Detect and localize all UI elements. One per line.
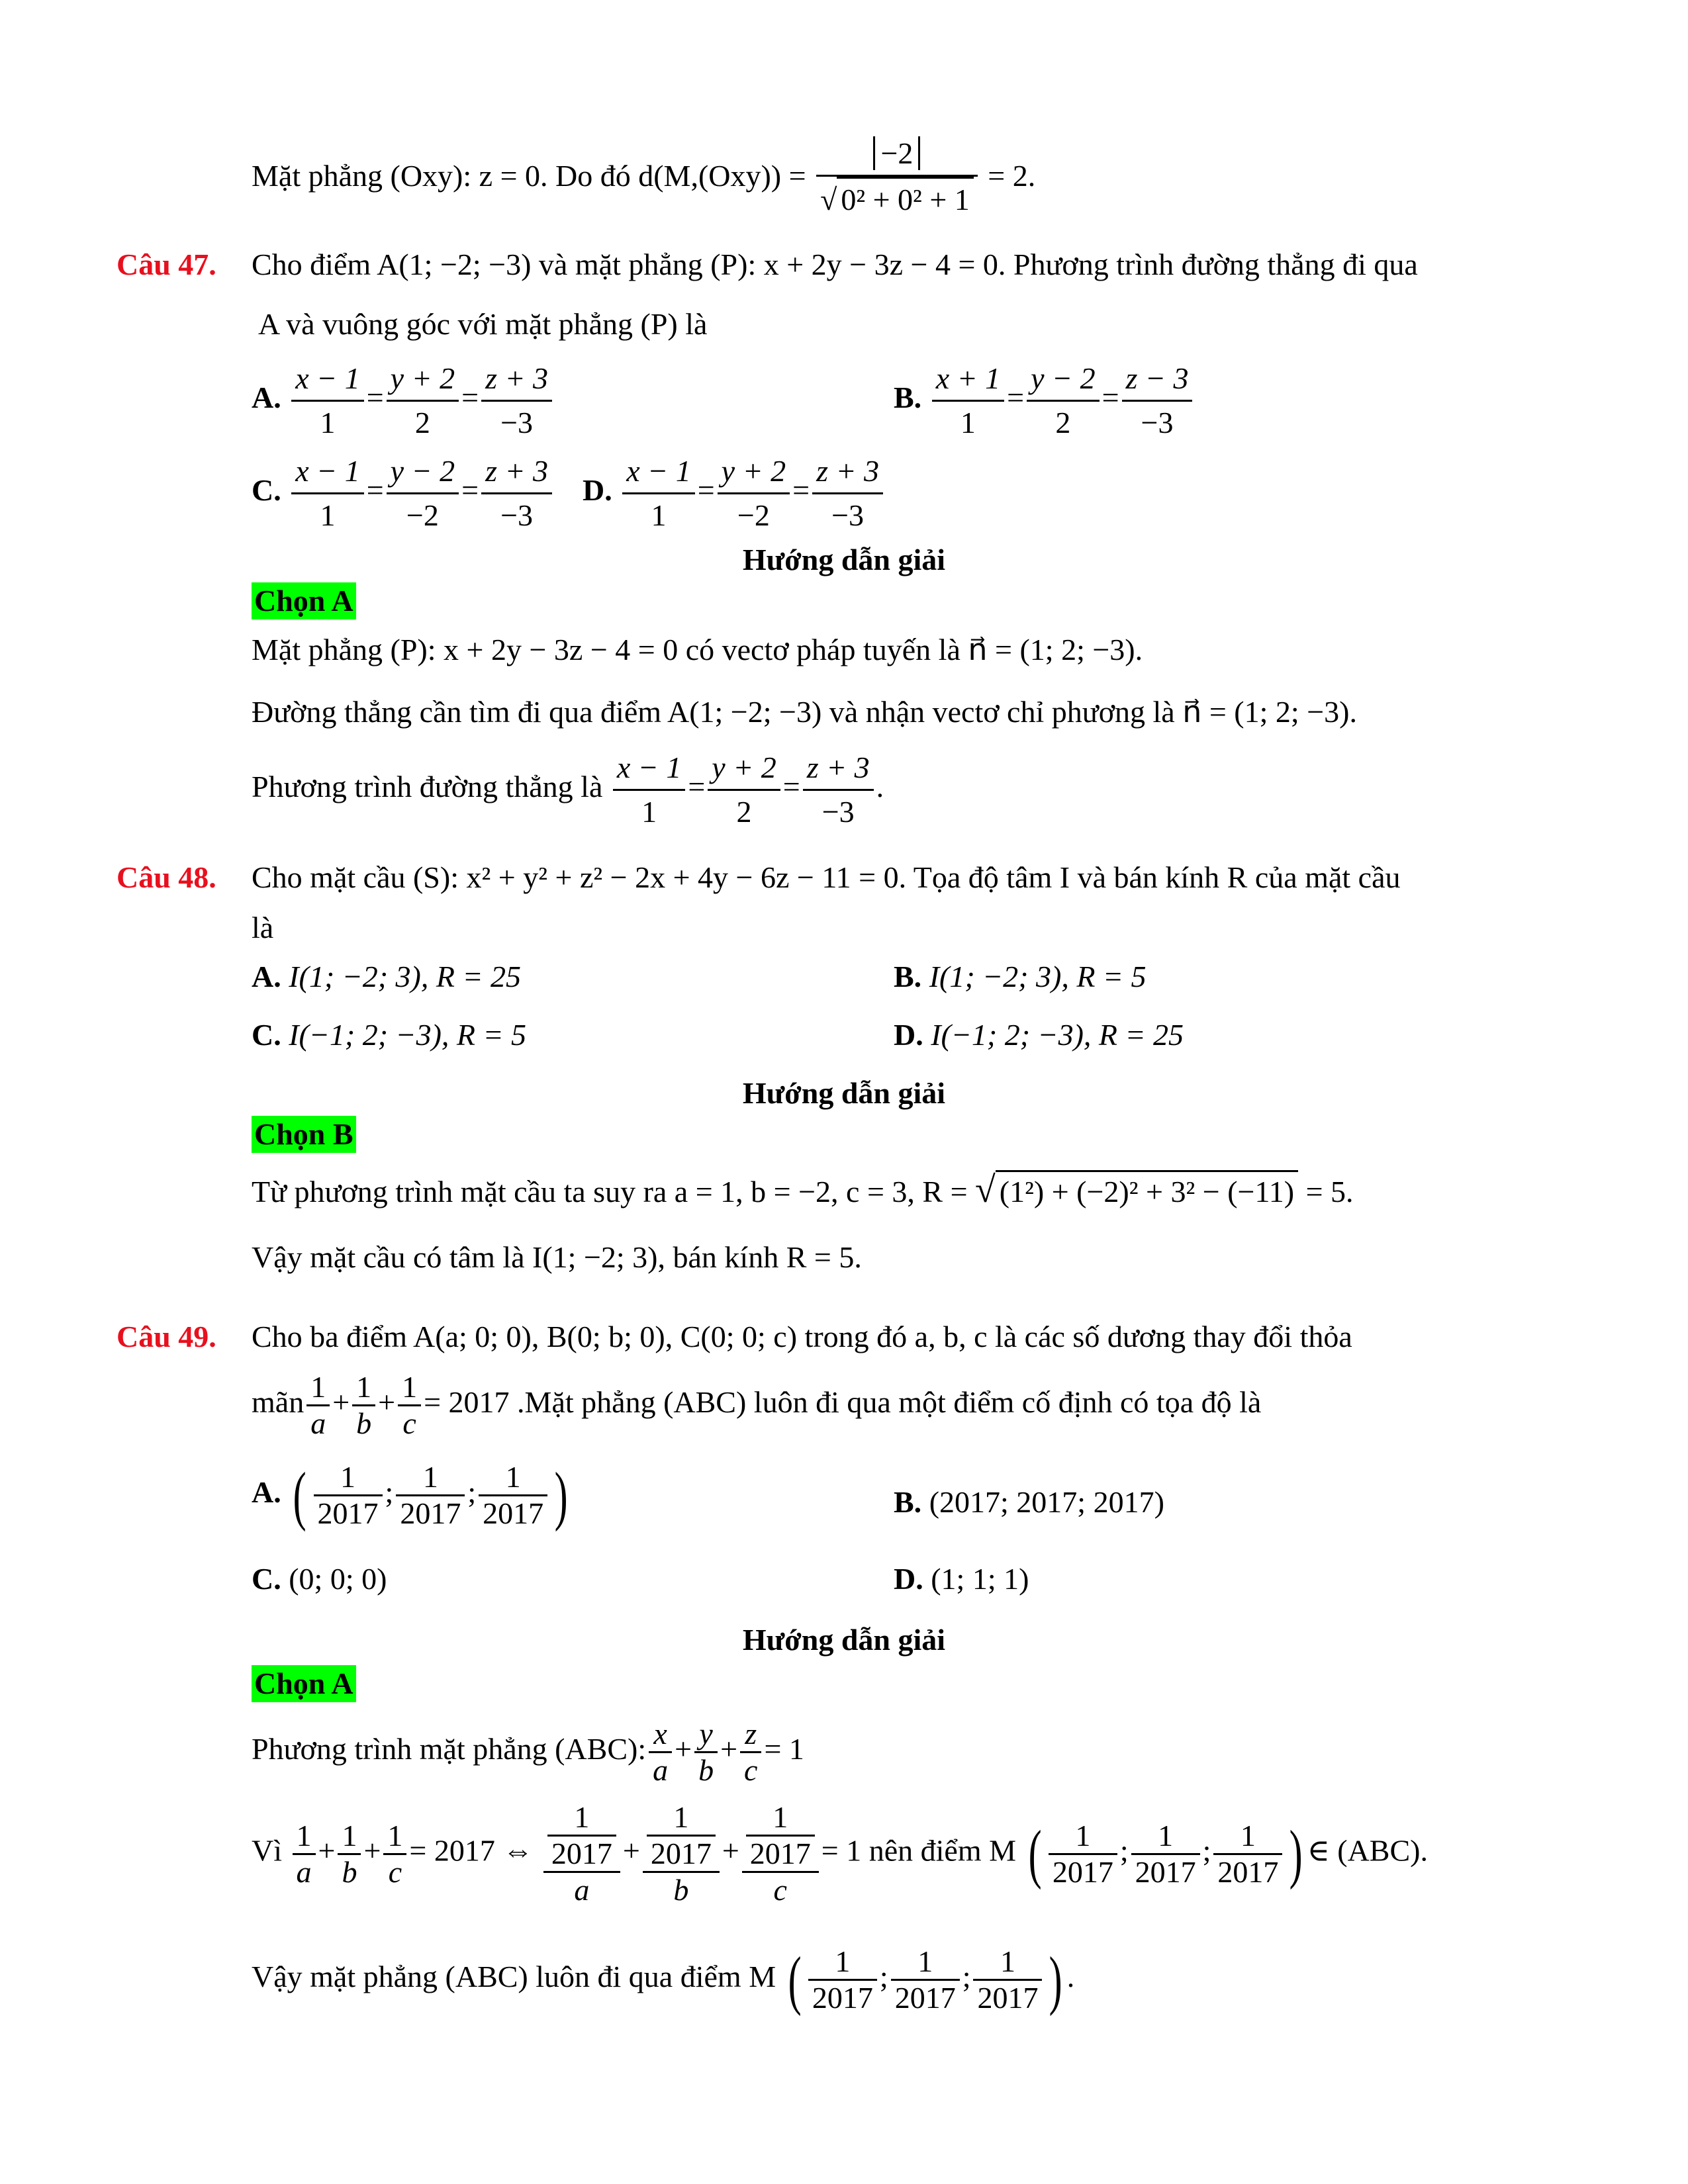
compound-fraction [643, 1800, 720, 1907]
option-label: C. [252, 1018, 281, 1052]
solution-text: Phương trình mặt phẳng (ABC): [252, 1732, 647, 1766]
denominator: c [388, 1854, 402, 1889]
denominator: a [296, 1854, 312, 1889]
denominator: −3 [500, 406, 534, 439]
compound-fraction [742, 1800, 819, 1907]
numerator: y + 2 [718, 450, 790, 494]
solution-text: Vậy mặt phẳng (ABC) luôn đi qua điểm M [252, 1960, 776, 1994]
numerator: 1 [891, 1944, 960, 1981]
option-text: I(−1; 2; −3), R = 25 [931, 1018, 1184, 1052]
numerator: 1 [398, 1370, 421, 1406]
intro-text: Mặt phẳng (Oxy): z = 0. Do đó d(M,(Oxy)) = [252, 159, 806, 193]
q47-solution-2: Đường thẳng cần tìm đi qua điểm A(1; −2; −3) và nhận vectơ chỉ phương là n⃗ = (1; 2; −3). [252, 695, 1357, 729]
denominator: a [574, 1873, 590, 1907]
fraction [1213, 1819, 1282, 1889]
fraction [1027, 357, 1099, 444]
fraction [973, 1944, 1042, 2015]
question-number-49: Câu 49. [117, 1320, 216, 1353]
q48-solution-2: Vậy mặt cầu có tâm là I(1; −2; 3), bán kính R = 5. [252, 1240, 862, 1274]
option-label: A. [252, 960, 281, 993]
numerator: 1 [647, 1800, 716, 1837]
numerator: y + 2 [387, 357, 459, 402]
option-text: I(−1; 2; −3), R = 5 [289, 1018, 527, 1052]
intro-result: = 2. [988, 159, 1036, 193]
question-number-48: Câu 48. [117, 860, 216, 894]
denominator: c [402, 1406, 416, 1440]
q49-answer-badge: Chọn A [252, 1665, 356, 1702]
fraction [1131, 1819, 1200, 1889]
numerator: z + 3 [803, 747, 874, 791]
option-label: D. [894, 1018, 923, 1052]
paren-right: ) [1289, 1817, 1303, 1890]
denominator: 1 [320, 406, 336, 439]
q49-option-d[interactable] [894, 1559, 1029, 1599]
numerator: 1 [314, 1460, 383, 1496]
frac-num [816, 132, 978, 177]
fraction [314, 1460, 383, 1531]
fraction [291, 450, 363, 537]
stem-text: = 2017 .Mặt phẳng (ABC) luôn đi qua một điểm cố định có tọa độ là [424, 1385, 1262, 1420]
solution-text: Phương trình đường thẳng là [252, 770, 603, 804]
q48-stem-line2: là [252, 911, 274, 944]
denominator: 2017 [483, 1496, 544, 1530]
option-label: B. [894, 960, 922, 993]
frac-den: √ 0² + 0² + 1 [816, 177, 978, 221]
numerator: 1 [338, 1819, 361, 1855]
fraction [352, 1370, 375, 1441]
option-text: (0; 0; 0) [289, 1562, 387, 1596]
numerator: 1 [1049, 1819, 1117, 1855]
option-label: D. [894, 1562, 923, 1596]
q48-solution-1 [252, 1170, 1354, 1212]
q47-answer-badge: Chọn A [252, 582, 356, 619]
numerator: x − 1 [291, 357, 363, 402]
fraction [387, 450, 459, 537]
fraction [694, 1717, 718, 1788]
numerator: z + 3 [812, 450, 883, 494]
fraction [891, 1944, 960, 2015]
solution-text: Từ phương trình mặt cầu ta suy ra a = 1, b = −2, c = 3, R = [252, 1175, 968, 1208]
numerator: x − 1 [613, 747, 685, 791]
q49-solution-3: Vậy mặt phẳng (ABC) luôn đi qua điểm M ( $\frac{1}{2017}$ ; $\frac{1}{2017}$ ; $\frac{1}{2017}$ ) . [252, 1942, 1075, 2017]
fraction [622, 450, 694, 537]
denominator: −3 [500, 498, 534, 532]
numerator: 1 [1213, 1819, 1282, 1855]
solution-text: = 2017 ⇔ [409, 1833, 534, 1868]
denominator: 2017 [551, 1837, 612, 1870]
q49-option-a[interactable]: A. ( $\frac{1}{2017}$ ; $\frac{1}{2017}$ ; $\frac{1}{2017}$ ) [252, 1458, 568, 1532]
q48-guide-heading: Hướng dẫn giải [742, 1076, 946, 1110]
denominator: 2 [736, 795, 752, 829]
denominator: −3 [831, 498, 865, 532]
solution-end: = 1 [764, 1732, 804, 1766]
q48-option-b[interactable] [894, 957, 1146, 997]
option-label: C. [252, 1562, 281, 1596]
numerator: y + 2 [708, 747, 780, 791]
numerator: z + 3 [481, 357, 552, 402]
numerator: 1 [352, 1370, 375, 1406]
fraction [481, 450, 552, 537]
fraction [740, 1717, 761, 1788]
q49-option-c[interactable] [252, 1559, 387, 1599]
fraction [718, 450, 790, 537]
q48-option-a[interactable] [252, 957, 521, 997]
numerator: x − 1 [622, 450, 694, 494]
solution-end: = 5. [1305, 1175, 1354, 1208]
option-text: I(1; −2; 3), R = 25 [289, 960, 522, 993]
numerator: x + 1 [932, 357, 1004, 402]
fraction [396, 1460, 465, 1531]
numerator: z − 3 [1122, 357, 1193, 402]
denominator: 2017 [894, 1981, 956, 2015]
denominator: 2 [414, 406, 430, 439]
denominator: 2017 [1217, 1854, 1279, 1889]
denominator: b [698, 1753, 714, 1787]
solution-end: ∈ (ABC). [1307, 1833, 1428, 1868]
numerator: 1 [1131, 1819, 1200, 1855]
fraction [1122, 357, 1193, 444]
denominator: 2017 [1135, 1854, 1196, 1889]
denominator: 1 [320, 498, 336, 532]
numerator: 1 [746, 1800, 815, 1837]
numerator: 1 [547, 1800, 616, 1837]
denominator: −3 [1141, 406, 1174, 439]
sqrt-content: (1²) + (−2)² + 3² − (−11) [996, 1170, 1298, 1212]
question-number-47: Câu 47. [117, 248, 216, 281]
paren-left: ( [1028, 1817, 1042, 1890]
fraction [647, 1800, 716, 1871]
q48-stem-line1: Cho mặt cầu (S): x² + y² + z² − 2x + 4y − 6z − 11 = 0. Tọa độ tâm I và bán kính R của mặt cầu [252, 860, 1401, 894]
numerator: x − 1 [291, 450, 363, 494]
option-label: C. [252, 473, 281, 508]
denominator: b [356, 1406, 372, 1440]
fraction [338, 1819, 361, 1889]
paren-left: ( [788, 1942, 802, 2017]
option-label: A. [252, 1475, 281, 1510]
fraction [291, 357, 363, 444]
denominator: −2 [406, 498, 439, 532]
fraction [479, 1460, 547, 1531]
numerator: 1 [293, 1819, 316, 1855]
fraction [293, 1819, 316, 1889]
fraction [383, 1819, 406, 1889]
denominator: 1 [651, 498, 667, 532]
numerator: y [694, 1717, 718, 1753]
fraction [812, 450, 883, 537]
stem-text: mãn [252, 1385, 305, 1420]
q47-solution-3: Phương trình đường thẳng là $\frac{x - 1}{1}$ = $\frac{y + 2}{2}$ = $\frac{z + 3}{-3}$ . [252, 747, 884, 833]
numerator: x [649, 1717, 672, 1753]
denominator: b [342, 1854, 357, 1889]
fraction [481, 357, 552, 444]
fraction [306, 1370, 330, 1441]
q49-solution-2: Vì $\frac{1}{a}$ + $\frac{1}{b}$ + $\frac{1}{c}$ = 2017 ⇔ $\frac{\frac{1}{2017}}{a}$ + $\frac{\frac{1}{2017}}{b}$ + $\frac{\frac{1}{2017}}{c}$ = 1 nên điểm M ( $\frac{1}{2017}$ ; $\frac{1}{2017}$ ; $\frac{1}{2017}$ ) ∈ (ABC). [252, 1800, 1428, 1907]
q47-option-b[interactable]: B. $\frac{x + 1}{1}$ = $\frac{y - 2}{2}$ = $\frac{z - 3}{-3}$ [894, 357, 1195, 444]
fraction [932, 357, 1004, 444]
denominator: b [673, 1873, 689, 1907]
numerator: y − 2 [387, 450, 459, 494]
numerator: y − 2 [1027, 357, 1099, 402]
numerator [543, 1800, 620, 1873]
fraction [808, 1944, 877, 2015]
denominator: 2017 [812, 1981, 873, 2015]
sqrt-content: 0² + 0² + 1 [837, 177, 973, 221]
option-label: A. [252, 381, 281, 415]
numerator: 1 [973, 1944, 1042, 1981]
option-text: I(1; −2; 3), R = 5 [929, 960, 1147, 993]
solution-text: Vì [252, 1833, 282, 1868]
fraction [547, 1800, 616, 1871]
option-text: (2017; 2017; 2017) [929, 1485, 1164, 1519]
denominator: c [744, 1753, 758, 1787]
denominator: a [653, 1753, 669, 1787]
q48-option-c[interactable] [252, 1015, 526, 1055]
numerator: z [740, 1717, 761, 1753]
paren-left: ( [293, 1458, 306, 1532]
fraction [398, 1370, 421, 1441]
solution-text: = 1 nên điểm M [821, 1833, 1017, 1868]
abs-value: −2 [873, 136, 920, 170]
numerator [643, 1800, 720, 1873]
q47-option-a[interactable]: A. $\frac{x - 1}{1}$ = $\frac{y + 2}{2}$ = $\frac{z + 3}{-3}$ [252, 357, 555, 444]
fraction [1049, 1819, 1117, 1889]
denominator: 2017 [749, 1837, 811, 1870]
option-text: (1; 1; 1) [931, 1562, 1029, 1596]
numerator: 1 [306, 1370, 330, 1406]
fraction [387, 357, 459, 444]
numerator: 1 [396, 1460, 465, 1496]
q49-solution-1: Phương trình mặt phẳng (ABC): $\frac{x}{a}$ + $\frac{y}{b}$ + $\frac{z}{c}$ = 1 [252, 1717, 804, 1787]
denominator: 1 [641, 795, 657, 829]
q49-option-b[interactable] [894, 1482, 1164, 1522]
q47-guide-heading: Hướng dẫn giải [742, 543, 946, 576]
q49-stem-line1: Cho ba điểm A(a; 0; 0), B(0; b; 0), C(0; 0; c) trong đó a, b, c là các số dương thay đổi thỏa [252, 1320, 1352, 1353]
denominator: 2 [1055, 406, 1071, 439]
q47-stem-line2: A và vuông góc với mặt phẳng (P) là [258, 307, 708, 341]
numerator: 1 [383, 1819, 406, 1855]
intro-line [252, 132, 1035, 218]
numerator: z + 3 [481, 450, 552, 494]
denominator: 1 [960, 406, 976, 439]
option-label: B. [894, 381, 922, 415]
denominator: 2017 [400, 1496, 461, 1530]
q47-option-c[interactable]: C. $\frac{x - 1}{1}$ = $\frac{y - 2}{-2}$ = $\frac{z + 3}{-3}$ [252, 450, 555, 537]
fraction [613, 747, 685, 833]
q49-guide-heading: Hướng dẫn giải [742, 1623, 946, 1657]
option-label: D. [583, 473, 612, 508]
denominator: −2 [737, 498, 770, 532]
denominator: 2017 [317, 1496, 379, 1530]
denominator: 2017 [977, 1981, 1039, 2015]
q47-option-d[interactable]: D. $\frac{x - 1}{1}$ = $\frac{y + 2}{-2}$ = $\frac{z + 3}{-3}$ [583, 450, 886, 537]
q48-answer-badge: Chọn B [252, 1116, 356, 1153]
sqrt-icon: √ [975, 1169, 996, 1210]
denominator: a [310, 1406, 326, 1440]
option-label: B. [894, 1485, 922, 1519]
denominator: −3 [821, 795, 855, 829]
numerator: 1 [808, 1944, 877, 1981]
numerator [742, 1800, 819, 1873]
denominator: c [773, 1873, 787, 1907]
paren-right: ) [554, 1458, 568, 1532]
fraction [746, 1800, 815, 1871]
compound-fraction [543, 1800, 620, 1907]
solution-end: . [1066, 1960, 1075, 1994]
fraction [708, 747, 780, 833]
fraction [803, 747, 874, 833]
q49-stem-line2: mãn $\frac{1}{a}$ + $\frac{1}{b}$ + $\frac{1}{c}$ = 2017 .Mặt phẳng (ABC) luôn đi qua một điểm cố định có tọa độ là [252, 1370, 1262, 1440]
numerator: 1 [479, 1460, 547, 1496]
fraction [649, 1717, 672, 1788]
paren-right: ) [1049, 1942, 1063, 2017]
q47-solution-1: Mặt phẳng (P): x + 2y − 3z − 4 = 0 có vectơ pháp tuyến là n⃗ = (1; 2; −3). [252, 633, 1143, 666]
q48-option-d[interactable] [894, 1015, 1184, 1055]
q47-stem-line1: Cho điểm A(1; −2; −3) và mặt phẳng (P): x + 2y − 3z − 4 = 0. Phương trình đường thẳng đi qua [252, 248, 1418, 281]
distance-fraction [816, 132, 978, 221]
denominator: 2017 [650, 1837, 712, 1870]
denominator: 2017 [1052, 1854, 1113, 1889]
